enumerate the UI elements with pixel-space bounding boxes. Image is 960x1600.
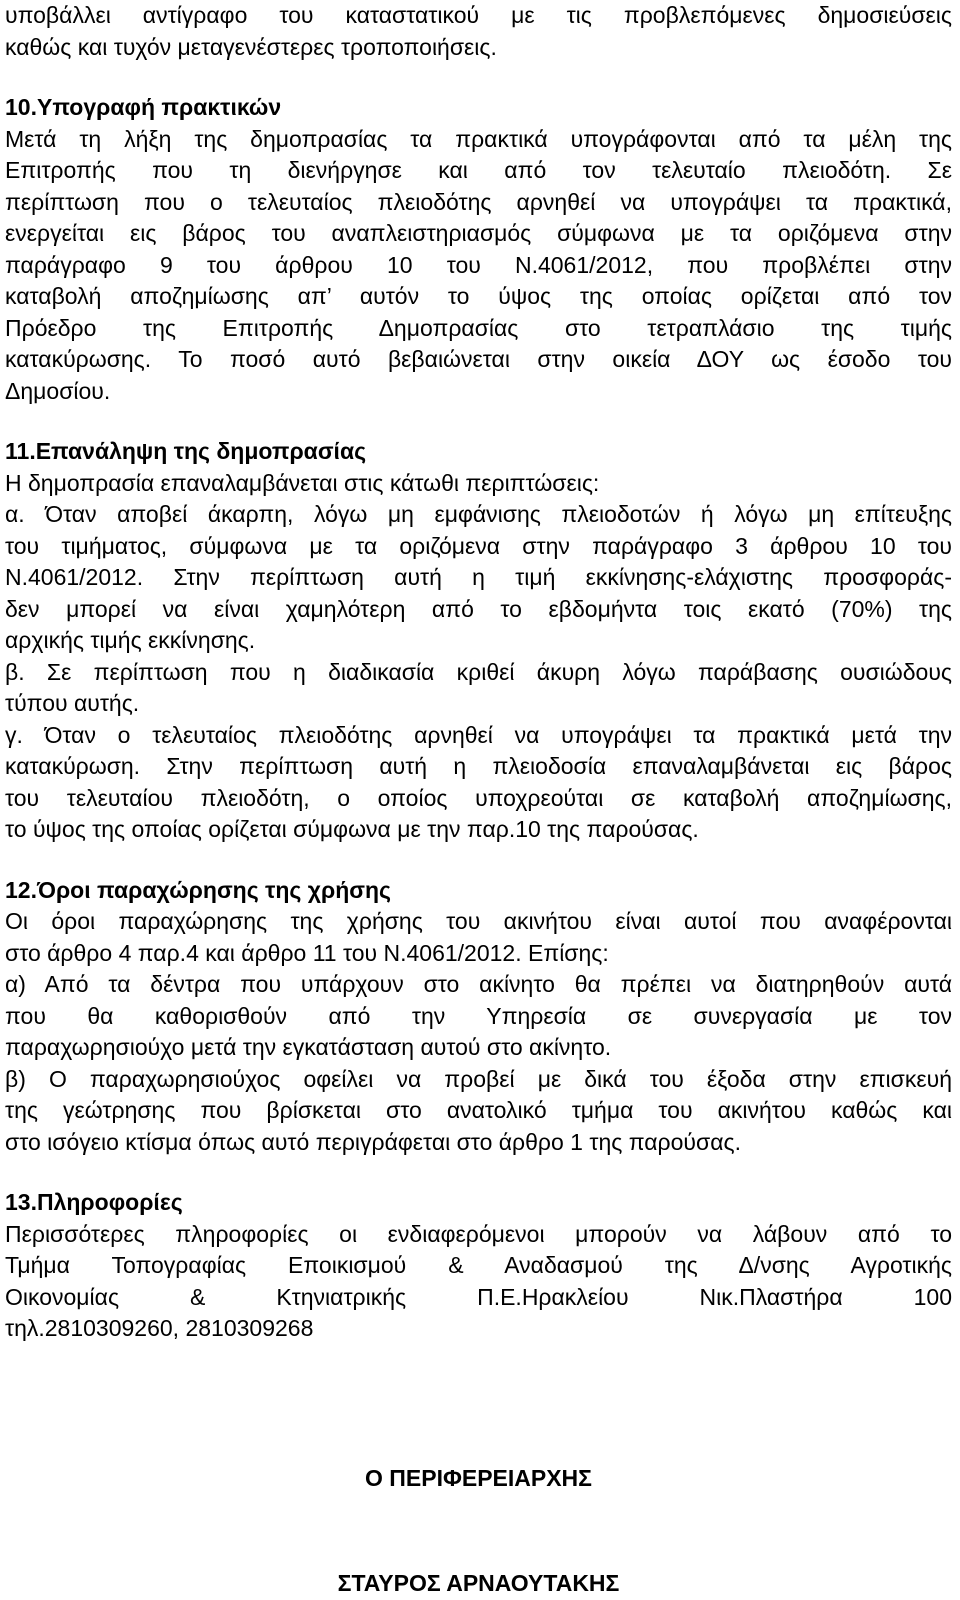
signatory-name: ΣΤΑΥΡΟΣ ΑΡΝΑΟΥΤΑΚΗΣ [337,1570,620,1596]
section-heading: 11.Επανάληψη της δημοπρασίας [5,438,367,464]
text-line: του τιμήματος, σύμφωνα με τα οριζόμενα στην παράγραφο 3 άρθρου 10 του [5,532,952,559]
section-heading: 10.Υπογραφή πρακτικών [5,94,282,120]
text-line: αρχικής τιμής εκκίνησης. [5,627,256,653]
text-line: Μετά τη λήξη της δημοπρασίας τα πρακτικά υπογράφονται από τα μέλη της [5,125,952,152]
text-line: το ύψος της οποίας ορίζεται σύμφωνα με την παρ.10 της παρούσας. [5,816,699,842]
text-line: δεν μπορεί να είναι χαμηλότερη από το εβδομήντα τοις εκατό (70%) της [5,595,952,622]
text-line: κατακύρωση. Στην περίπτωση αυτή η πλειοδοσία επαναλαμβάνεται εις βάρος [5,753,952,779]
section-heading: 12.Όροι παραχώρησης της χρήσης [5,876,392,903]
text-line: παράγραφο 9 του άρθρου 10 του Ν.4061/2012, που προβλέπει στην [5,251,952,278]
text-line: α. Όταν αποβεί άκαρπη, λόγω μη εμφάνισης πλειοδοτών ή λόγω μη επίτευξης [5,501,952,527]
section-information [5,1187,952,1345]
text-line: Επιτροπής που τη διενήργησε και από τον τελευταίο πλειοδότη. Σε [5,157,952,183]
text-line: κατακύρωσης. Το ποσό αυτό βεβαιώνεται στην οικεία ΔΟΥ ως έσοδο του [5,346,952,372]
text-line: τηλ.2810309260, 2810309268 [5,1315,314,1341]
text-line: στο ισόγειο κτίσμα όπως αυτό περιγράφεται στο άρθρο 1 της παρούσας. [5,1128,741,1155]
text-line: τύπου αυτής. [5,690,140,716]
text-line: παραχωρησιούχο μετά την εγκατάσταση αυτού στο ακίνητο. [5,1034,612,1060]
text-line: Δημοσίου. [5,377,111,404]
text-line: της γεώτρησης που βρίσκεται στο ανατολικό τμήμα του ακινήτου καθώς και [5,1097,952,1123]
text-line: στο άρθρο 4 παρ.4 και άρθρο 11 του Ν.4061/2012. Επίσης: [5,939,609,966]
text-line: υποβάλλει αντίγραφο του καταστατικού με τις προβλεπόμενες δημοσιεύσεις [5,2,952,28]
signatory-title: Ο ΠΕΡΙΦΕΡΕΙΑΡΧΗΣ [365,1464,592,1491]
text-line: περίπτωση που ο τελευταίος πλειοδότης αρνηθεί να υπογράψει τα πρακτικά, [5,188,952,215]
text-line: Περισσότερες πληροφορίες οι ενδιαφερόμενοι μπορούν να λάβουν από το [5,1220,952,1247]
text-line: καταβολή αποζημίωσης απ’ αυτόν το ύψος της οποίας ορίζεται από τον [5,283,952,309]
text-line: καθώς και τυχόν μεταγενέστερες τροποποιήσεις. [5,33,497,60]
section-signature-minutes [5,92,952,407]
text-line: του τελευταίου πλειοδότη, ο οποίος υποχρεούται σε καταβολή αποζημίωσης, [5,784,952,811]
section-auction-repetition [5,436,952,846]
intro-paragraph [5,0,952,63]
text-line: γ. Όταν ο τελευταίος πλειοδότης αρνηθεί να υπογράψει τα πρακτικά μετά την [5,721,952,748]
text-line: Πρόεδρο της Επιτροπής Δημοπρασίας στο τετραπλάσιο της τιμής [5,314,952,341]
text-line: ενεργείται εις βάρος του αναπλειστηριασμός σύμφωνα με τα οριζόμενα στην [5,220,952,246]
text-line: Οι όροι παραχώρησης της χρήσης του ακινήτου είναι αυτοί που αναφέρονται [5,908,952,934]
text-line: Οικονομίας & Κτηνιατρικής Π.Ε.Ηρακλείου Νικ.Πλαστήρα 100 [5,1283,952,1310]
section-heading: 13.Πληροφορίες [5,1189,183,1215]
text-line: Ν.4061/2012. Στην περίπτωση αυτή η τιμή εκκίνησης-ελάχιστης προσφοράς- [5,564,952,590]
text-line: α) Από τα δέντρα που υπάρχουν στο ακίνητο θα πρέπει να διατηρηθούν αυτά [5,971,952,997]
text-line: β) Ο παραχωρησιούχος οφείλει να προβεί με δικά του έξοδα στην επισκευή [5,1065,952,1092]
text-line: Τμήμα Τοπογραφίας Εποικισμού & Αναδασμού της Δ/νσης Αγροτικής [5,1252,952,1278]
text-line: που θα καθορισθούν από την Υπηρεσία σε συνεργασία με τον [5,1002,952,1029]
text-line: Η δημοπρασία επαναλαμβάνεται στις κάτωθι περιπτώσεις: [5,469,600,496]
section-usage-terms [5,875,952,1159]
text-line: β. Σε περίπτωση που η διαδικασία κριθεί άκυρη λόγω παράβασης ουσιώδους [5,658,952,685]
